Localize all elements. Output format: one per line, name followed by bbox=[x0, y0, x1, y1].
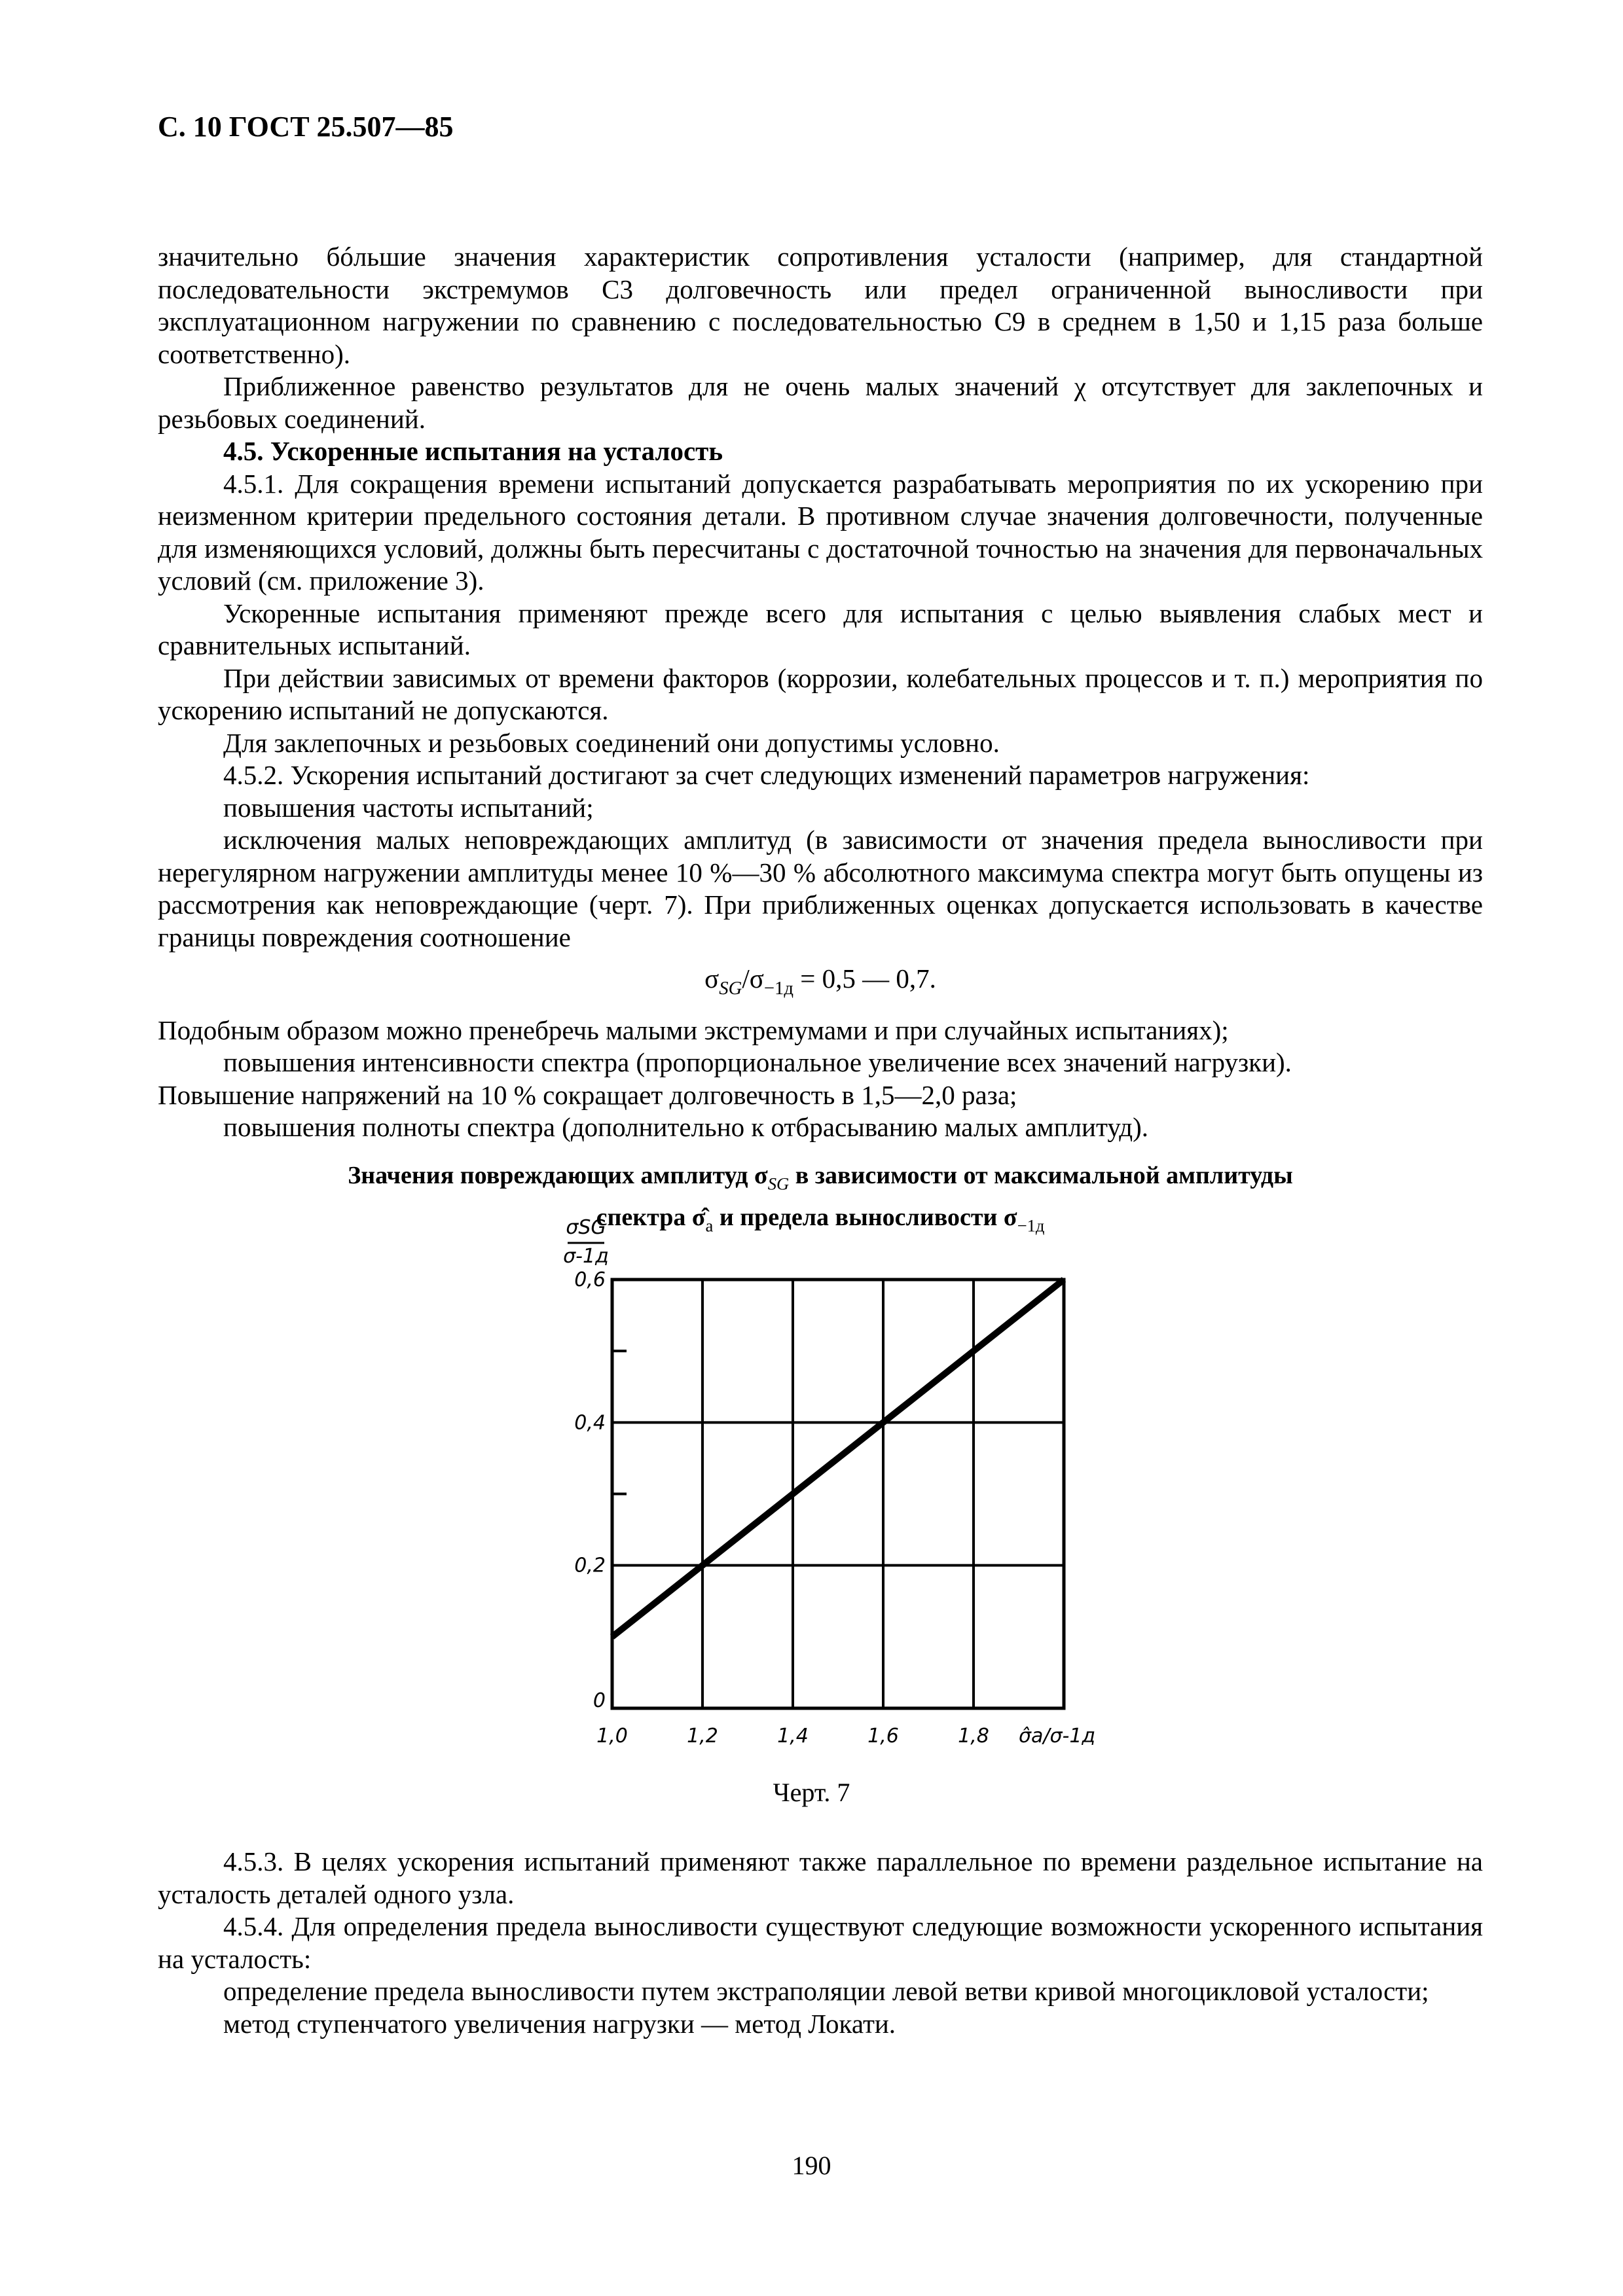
paragraph: Ускоренные испытания применяют прежде всего для испытания с целью выявления слабых мест и сравнительных испытаний. bbox=[158, 598, 1483, 660]
text-block-top bbox=[158, 241, 1483, 1144]
x-tick-label: 1,4 bbox=[777, 1725, 809, 1748]
y-tick-label: 0,2 bbox=[574, 1554, 606, 1577]
x-axis-label: σ̂a/σ-1д bbox=[1019, 1725, 1096, 1748]
chart-title-line-1 bbox=[158, 1158, 1483, 1200]
document-header: С. 10 ГОСТ 25.507—85 bbox=[158, 111, 454, 143]
y-tick-label: 0,4 bbox=[574, 1411, 606, 1435]
paragraph: повышения частоты испытаний; bbox=[223, 792, 594, 823]
paragraph: Для заклепочных и резьбовых соединений они допустимы условно. bbox=[223, 727, 1000, 758]
y-tick-label: 0,6 bbox=[574, 1268, 606, 1291]
paragraph: повышения полноты спектра (дополнительно к отбрасыванию малых амплитуд). bbox=[223, 1112, 1149, 1143]
text-block-bottom bbox=[158, 1846, 1483, 2040]
figure-caption: Черт. 7 bbox=[773, 1778, 850, 1807]
formula bbox=[158, 963, 1483, 1005]
paragraph: Подобным образом можно пренебречь малыми экстремумами и при случайных испытаниях); bbox=[158, 1014, 1229, 1045]
formula-part: σ bbox=[704, 963, 720, 994]
x-tick-label: 1,0 bbox=[596, 1725, 628, 1748]
formula-sub: −1д bbox=[763, 978, 793, 999]
formula-part: = 0,5 — 0,7. bbox=[793, 963, 936, 994]
paragraph: повышения интенсивности спектра (пропорциональное увеличение всех значений нагрузки). bbox=[223, 1047, 1292, 1078]
y-axis-label-denominator: σ-1д bbox=[563, 1245, 609, 1268]
x-tick-label: 1,2 bbox=[687, 1725, 718, 1748]
plot-frame bbox=[612, 1280, 1064, 1708]
paragraph: 4.5.3. В целях ускорения испытаний применяют также параллельное по времени раздельное испытание на усталость деталей одного узла. bbox=[158, 1846, 1483, 1909]
y-tick-label: 0 bbox=[593, 1689, 606, 1712]
x-tick-label: 1,6 bbox=[867, 1725, 899, 1748]
title-sub: −1д bbox=[1017, 1215, 1045, 1236]
paragraph: метод ступенчатого увеличения нагрузки — метод Локати. bbox=[223, 2008, 896, 2039]
title-text: в зависимости от максимальной амплитуды bbox=[789, 1162, 1293, 1189]
paragraph: значительно бóльшие значения характеристик сопротивления усталости (например, для стандартной последовательности экстремумов С3 долговечность или предел ограниченной выносливости при эксплуатационном нагружении по сравнению с последовательностью С9 в среднем в 1,50 и 1,15 раза больше соответственно). bbox=[158, 242, 1483, 369]
paragraph: 4.5.2. Ускорения испытаний достигают за счет следующих изменений параметров нагружения: bbox=[223, 760, 1310, 790]
paragraph: При действии зависимых от времени факторов (коррозии, колебательных процессов и т. п.) мероприятия по ускорению испытаний не допускаются. bbox=[158, 662, 1483, 725]
section-heading: 4.5. Ускоренные испытания на усталость bbox=[223, 436, 723, 466]
series-line bbox=[612, 1280, 1064, 1637]
formula-part: /σ bbox=[742, 963, 764, 994]
x-tick-label: 1,8 bbox=[958, 1725, 989, 1748]
paragraph: Повышение напряжений на 10 % сокращает долговечность в 1,5—2,0 раза; bbox=[158, 1079, 1017, 1110]
title-text: спектра σ̂ bbox=[596, 1204, 706, 1232]
title-text: Значения повреждающих амплитуд σ bbox=[348, 1162, 768, 1189]
title-sub: а bbox=[705, 1215, 714, 1236]
paragraph: 4.5.1. Для сокращения времени испытаний допускается разрабатывать мероприятия по их ускорению при неизменном критерии предельного состояния детали. В противном случае значения долговечности, полученные для изменяющихся условий, должны быть пересчитаны с достаточной точностью на значения для первоначальных условий (см. приложение 3). bbox=[158, 468, 1483, 596]
title-text: и предела выносливости σ bbox=[713, 1204, 1017, 1232]
page-number: 190 bbox=[792, 2151, 831, 2180]
title-sub: SG bbox=[767, 1174, 790, 1194]
y-axis-label-numerator: σSG bbox=[566, 1216, 606, 1239]
paragraph: исключения малых неповреждающих амплитуд (в зависимости от значения предела выносливости при нерегулярном нагружении амплитуды менее 10 %—30 % абсолютного максимума спектра могут быть опущены из рассмотрения как неповреждающие (черт. 7). При приближенных оценках допускается использовать в качестве границы повреждения соотношение bbox=[158, 825, 1483, 952]
paragraph: 4.5.4. Для определения предела выносливости существуют следующие возможности ускоренного испытания на усталость: bbox=[158, 1911, 1483, 1974]
paragraph: Приближенное равенство результатов для не очень малых значений χ отсутствует для заклепочных и резьбовых соединений. bbox=[158, 371, 1483, 434]
paragraph: определение предела выносливости путем экстраполяции левой ветви кривой многоцикловой усталости; bbox=[223, 1976, 1429, 2006]
formula-sub: SG bbox=[719, 978, 742, 999]
